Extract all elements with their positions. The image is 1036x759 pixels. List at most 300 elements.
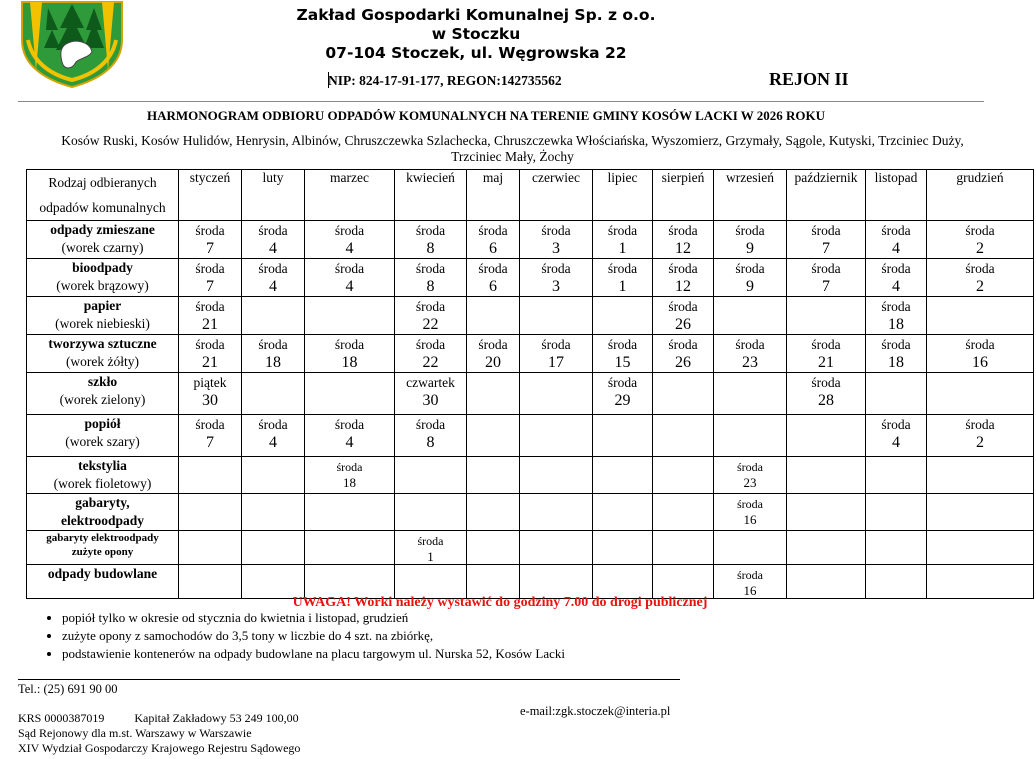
pickup-cell bbox=[395, 415, 467, 457]
pickup-cell bbox=[395, 494, 467, 531]
pickup-weekday: środa bbox=[417, 534, 444, 548]
pickup-cell bbox=[927, 457, 1034, 494]
table-row bbox=[27, 297, 1034, 335]
pickup-cell bbox=[866, 494, 927, 531]
pickup-cell bbox=[714, 494, 787, 531]
pickup-cell bbox=[520, 335, 593, 373]
pickup-weekday: środa bbox=[478, 223, 508, 238]
waste-type-cell bbox=[27, 221, 179, 259]
court-department: XIV Wydział Gospodarczy Krajowego Rejestru Sądowego bbox=[18, 741, 301, 755]
pickup-weekday: środa bbox=[195, 261, 225, 276]
pickup-cell bbox=[395, 565, 467, 599]
pickup-day: 4 bbox=[892, 434, 900, 451]
pickup-cell bbox=[927, 259, 1034, 297]
pickup-day: 7 bbox=[206, 278, 214, 295]
pickup-cell bbox=[179, 531, 242, 565]
pickup-day: 4 bbox=[892, 240, 900, 257]
pickup-day: 8 bbox=[426, 278, 435, 295]
pickup-day: 7 bbox=[206, 240, 214, 257]
note-item: • podstawienie kontenerów na odpady budowlane na placu targowym ul. Nurska 52, Kosów Lacki bbox=[62, 645, 565, 663]
month-header: sierpień bbox=[653, 170, 714, 221]
pickup-weekday: środa bbox=[668, 299, 698, 314]
pickup-weekday: środa bbox=[541, 337, 571, 352]
pickup-cell bbox=[179, 565, 242, 599]
waste-type-header-line2: odpadów komunalnych bbox=[39, 200, 166, 215]
pickup-weekday: środa bbox=[737, 568, 763, 582]
month-header: czerwiec bbox=[520, 170, 593, 221]
pickup-cell bbox=[927, 297, 1034, 335]
pickup-cell bbox=[242, 565, 305, 599]
waste-type-name: tekstylia bbox=[78, 458, 127, 473]
pickup-cell bbox=[927, 494, 1034, 531]
month-header: listopad bbox=[866, 170, 927, 221]
pickup-day: 7 bbox=[822, 278, 830, 295]
pickup-weekday: środa bbox=[881, 337, 911, 352]
pickup-day: 3 bbox=[552, 240, 560, 257]
pickup-day: 1 bbox=[618, 240, 627, 257]
pickup-cell bbox=[520, 457, 593, 494]
pickup-cell bbox=[305, 221, 395, 259]
company-address: 07-104 Stoczek, ul. Węgrowska 22 bbox=[325, 44, 627, 62]
pickup-cell bbox=[467, 415, 520, 457]
waste-type-name: szkło bbox=[87, 374, 118, 389]
pickup-cell bbox=[714, 565, 787, 599]
pickup-weekday: środa bbox=[735, 223, 765, 238]
pickup-cell bbox=[305, 297, 395, 335]
pickup-weekday: piątek bbox=[193, 375, 227, 390]
nip-regon: NIP: 824-17-91-177, REGON:142735562 bbox=[328, 73, 562, 88]
waste-type-name: odpady zmieszane bbox=[50, 222, 155, 237]
month-header: lipiec bbox=[593, 170, 653, 221]
pickup-weekday: środa bbox=[415, 223, 446, 238]
pickup-day: 4 bbox=[345, 240, 354, 257]
pickup-weekday: środa bbox=[334, 261, 365, 276]
waste-type-cell bbox=[27, 531, 179, 565]
pickup-cell bbox=[653, 335, 714, 373]
pickup-weekday: środa bbox=[541, 223, 571, 238]
waste-type-header bbox=[27, 170, 179, 221]
krs-number: KRS 0000387019 bbox=[18, 711, 105, 725]
month-header: maj bbox=[467, 170, 520, 221]
pickup-day: 21 bbox=[818, 354, 834, 371]
pickup-cell bbox=[653, 221, 714, 259]
table-row bbox=[27, 531, 1034, 565]
pickup-weekday: środa bbox=[415, 417, 446, 432]
pickup-cell bbox=[653, 297, 714, 335]
pickup-weekday: środa bbox=[607, 223, 638, 238]
pickup-day: 23 bbox=[743, 475, 757, 490]
pickup-cell bbox=[593, 531, 653, 565]
pickup-cell bbox=[467, 373, 520, 415]
pickup-weekday: środa bbox=[965, 337, 995, 352]
pickup-weekday: środa bbox=[478, 337, 508, 352]
pickup-cell bbox=[866, 531, 927, 565]
pickup-cell bbox=[520, 221, 593, 259]
month-header: marzec bbox=[305, 170, 395, 221]
table-body bbox=[27, 221, 1034, 599]
pickup-cell bbox=[242, 221, 305, 259]
pickup-cell bbox=[866, 373, 927, 415]
waste-type-name: tworzywa sztuczne bbox=[48, 336, 157, 351]
pickup-weekday: środa bbox=[195, 337, 225, 352]
pickup-weekday: środa bbox=[811, 223, 841, 238]
pickup-cell bbox=[787, 457, 866, 494]
waste-type-cell bbox=[27, 494, 179, 531]
pickup-cell bbox=[305, 457, 395, 494]
pickup-cell bbox=[179, 221, 242, 259]
pickup-cell bbox=[395, 457, 467, 494]
pickup-cell bbox=[787, 335, 866, 373]
pickup-cell bbox=[927, 335, 1034, 373]
pickup-day: 2 bbox=[976, 240, 984, 257]
table-row bbox=[27, 457, 1034, 494]
pickup-cell bbox=[927, 531, 1034, 565]
pickup-day: 21 bbox=[202, 354, 218, 371]
table-row bbox=[27, 335, 1034, 373]
footer-registry bbox=[18, 711, 300, 756]
month-header: kwiecień bbox=[395, 170, 467, 221]
pickup-cell bbox=[179, 335, 242, 373]
pickup-day: 4 bbox=[345, 434, 354, 451]
pickup-day: 17 bbox=[548, 354, 564, 371]
pickup-cell bbox=[467, 494, 520, 531]
pickup-cell bbox=[520, 373, 593, 415]
court-name: Sąd Rejonowy dla m.st. Warszawy w Warszawie bbox=[18, 726, 252, 740]
pickup-cell bbox=[787, 531, 866, 565]
pickup-day: 28 bbox=[818, 392, 834, 409]
pickup-cell bbox=[787, 221, 866, 259]
pickup-cell bbox=[179, 415, 242, 457]
pickup-cell bbox=[866, 457, 927, 494]
pickup-cell bbox=[593, 221, 653, 259]
pickup-cell bbox=[653, 565, 714, 599]
pickup-cell bbox=[653, 457, 714, 494]
pickup-weekday: środa bbox=[541, 261, 571, 276]
note-item: • zużyte opony z samochodów do 3,5 tony w liczbie do 4 szt. na zbiórkę, bbox=[62, 627, 565, 645]
pickup-day: 30 bbox=[422, 392, 439, 409]
pickup-cell bbox=[242, 335, 305, 373]
pickup-weekday: środa bbox=[965, 417, 995, 432]
pickup-cell bbox=[866, 259, 927, 297]
table-header-row bbox=[27, 170, 1034, 221]
waste-bag-color: (worek czarny) bbox=[61, 240, 144, 255]
waste-type-cell bbox=[27, 457, 179, 494]
waste-type-name: gabaryty elektroodpady bbox=[46, 532, 159, 544]
pickup-cell bbox=[593, 565, 653, 599]
pickup-weekday: środa bbox=[258, 261, 288, 276]
pickup-cell bbox=[305, 335, 395, 373]
pickup-cell bbox=[714, 297, 787, 335]
pickup-weekday: środa bbox=[811, 337, 841, 352]
pickup-weekday: środa bbox=[735, 261, 765, 276]
pickup-day: 9 bbox=[746, 240, 754, 257]
pickup-day: 29 bbox=[614, 392, 631, 409]
pickup-weekday: środa bbox=[881, 417, 911, 432]
pickup-weekday: środa bbox=[735, 337, 765, 352]
pickup-cell bbox=[520, 297, 593, 335]
pickup-cell bbox=[593, 297, 653, 335]
pickup-cell bbox=[467, 565, 520, 599]
region-label: REJON II bbox=[769, 69, 849, 89]
pickup-day: 9 bbox=[746, 278, 754, 295]
pickup-cell bbox=[714, 415, 787, 457]
pickup-cell bbox=[305, 259, 395, 297]
pickup-day: 1 bbox=[618, 278, 627, 295]
pickup-cell bbox=[242, 415, 305, 457]
pickup-weekday: środa bbox=[881, 223, 911, 238]
pickup-cell bbox=[305, 415, 395, 457]
pickup-cell bbox=[593, 259, 653, 297]
waste-bag-color: zużyte opony bbox=[71, 546, 134, 558]
waste-bag-color: (worek żółty) bbox=[65, 354, 140, 369]
waste-type-cell bbox=[27, 259, 179, 297]
schedule-table bbox=[26, 169, 1034, 599]
pickup-cell bbox=[467, 221, 520, 259]
waste-type-name: gabaryty, bbox=[75, 495, 130, 510]
waste-bag-color: (worek fioletowy) bbox=[53, 476, 152, 491]
pickup-weekday: środa bbox=[607, 261, 638, 276]
note-item: • popiół tylko w okresie od stycznia do kwietnia i listopad, grudzień bbox=[62, 609, 565, 627]
municipality-emblem-logo bbox=[18, 0, 126, 88]
pickup-cell bbox=[714, 335, 787, 373]
pickup-day: 7 bbox=[822, 240, 830, 257]
pickup-cell bbox=[395, 297, 467, 335]
pickup-cell bbox=[467, 531, 520, 565]
pickup-cell bbox=[179, 373, 242, 415]
pickup-cell bbox=[467, 297, 520, 335]
pickup-day: 4 bbox=[269, 240, 277, 257]
pickup-cell bbox=[395, 259, 467, 297]
pickup-day: 15 bbox=[614, 354, 631, 371]
pickup-weekday: środa bbox=[478, 261, 508, 276]
pickup-day: 23 bbox=[742, 354, 758, 371]
pickup-cell bbox=[520, 415, 593, 457]
pickup-cell bbox=[242, 457, 305, 494]
pickup-cell bbox=[179, 457, 242, 494]
waste-type-name: popiół bbox=[84, 416, 121, 431]
pickup-day: 7 bbox=[206, 434, 214, 451]
pickup-cell bbox=[520, 494, 593, 531]
pickup-weekday: środa bbox=[195, 417, 225, 432]
pickup-weekday: środa bbox=[334, 417, 365, 432]
pickup-cell bbox=[787, 297, 866, 335]
table-row bbox=[27, 221, 1034, 259]
pickup-cell bbox=[714, 221, 787, 259]
pickup-cell bbox=[305, 531, 395, 565]
pickup-cell bbox=[927, 415, 1034, 457]
pickup-day: 22 bbox=[422, 354, 439, 371]
pickup-day: 2 bbox=[976, 434, 984, 451]
pickup-cell bbox=[653, 415, 714, 457]
pickup-cell bbox=[593, 415, 653, 457]
month-header: grudzień bbox=[927, 170, 1034, 221]
pickup-day: 18 bbox=[265, 354, 281, 371]
pickup-weekday: środa bbox=[668, 337, 698, 352]
pickup-cell bbox=[714, 531, 787, 565]
company-header bbox=[236, 6, 716, 63]
pickup-day: 20 bbox=[485, 354, 501, 371]
company-city: w Stoczku bbox=[431, 25, 521, 43]
waste-type-cell bbox=[27, 335, 179, 373]
pickup-day: 12 bbox=[675, 278, 691, 295]
pickup-cell bbox=[787, 373, 866, 415]
pickup-weekday: środa bbox=[881, 261, 911, 276]
notes-list bbox=[38, 609, 565, 663]
pickup-weekday: środa bbox=[415, 337, 446, 352]
pickup-cell bbox=[520, 259, 593, 297]
pickup-cell bbox=[305, 494, 395, 531]
share-capital: Kapitał Zakładowy 53 249 100,00 bbox=[134, 711, 299, 725]
waste-bag-color: (worek niebieski) bbox=[55, 316, 150, 331]
pickup-cell bbox=[593, 373, 653, 415]
pickup-day: 16 bbox=[743, 583, 757, 598]
pickup-cell bbox=[467, 259, 520, 297]
pickup-weekday: środa bbox=[258, 417, 288, 432]
pickup-cell bbox=[866, 297, 927, 335]
pickup-day: 18 bbox=[888, 316, 904, 333]
waste-type-cell bbox=[27, 565, 179, 599]
pickup-day: 4 bbox=[269, 434, 277, 451]
pickup-weekday: środa bbox=[336, 460, 363, 474]
pickup-day: 8 bbox=[426, 240, 435, 257]
waste-type-cell bbox=[27, 373, 179, 415]
pickup-cell bbox=[242, 494, 305, 531]
pickup-cell bbox=[395, 335, 467, 373]
pickup-day: 16 bbox=[972, 354, 988, 371]
footer-email: e-mail:zgk.stoczek@interia.pl bbox=[520, 704, 671, 718]
pickup-cell bbox=[787, 565, 866, 599]
waste-bag-color: elektroodpady bbox=[60, 513, 144, 528]
pickup-cell bbox=[467, 457, 520, 494]
pickup-cell bbox=[653, 531, 714, 565]
waste-type-header-line1: Rodzaj odbieranych bbox=[48, 175, 157, 190]
waste-type-cell bbox=[27, 415, 179, 457]
pickup-day: 22 bbox=[422, 316, 439, 333]
document-title: HARMONOGRAM ODBIORU ODPADÓW KOMUNALNYCH NA TERENIE GMINY KOSÓW LACKI W 2026 ROKU bbox=[146, 108, 826, 123]
pickup-cell bbox=[653, 494, 714, 531]
table-row bbox=[27, 565, 1034, 599]
pickup-cell bbox=[787, 494, 866, 531]
pickup-cell bbox=[927, 221, 1034, 259]
footer-phone: Tel.: (25) 691 90 00 bbox=[18, 682, 118, 696]
pickup-cell bbox=[927, 565, 1034, 599]
waste-bag-color: (worek zielony) bbox=[59, 392, 146, 407]
month-header: październik bbox=[787, 170, 866, 221]
warning-notice: UWAGA! Worki należy wystawić do godziny 7.00 do drogi publicznej bbox=[292, 595, 708, 610]
pickup-cell bbox=[787, 259, 866, 297]
pickup-day: 4 bbox=[269, 278, 277, 295]
waste-type-name: odpady budowlane bbox=[47, 566, 158, 581]
pickup-day: 6 bbox=[489, 240, 497, 257]
pickup-cell bbox=[179, 494, 242, 531]
pickup-cell bbox=[866, 565, 927, 599]
pickup-day: 26 bbox=[675, 316, 691, 333]
pickup-weekday: środa bbox=[668, 223, 698, 238]
pickup-cell bbox=[593, 457, 653, 494]
pickup-cell bbox=[305, 565, 395, 599]
pickup-cell bbox=[467, 335, 520, 373]
pickup-cell bbox=[242, 373, 305, 415]
pickup-day: 4 bbox=[345, 278, 354, 295]
header-divider bbox=[18, 101, 984, 102]
pickup-weekday: środa bbox=[415, 299, 446, 314]
pickup-cell bbox=[653, 259, 714, 297]
pickup-cell bbox=[395, 531, 467, 565]
table-row bbox=[27, 373, 1034, 415]
pickup-cell bbox=[866, 335, 927, 373]
month-header: luty bbox=[242, 170, 305, 221]
pickup-weekday: środa bbox=[258, 337, 288, 352]
pickup-day: 8 bbox=[426, 434, 435, 451]
pickup-day: 12 bbox=[675, 240, 691, 257]
month-header: wrzesień bbox=[714, 170, 787, 221]
pickup-day: 18 bbox=[341, 354, 358, 371]
table-row bbox=[27, 494, 1034, 531]
pickup-cell bbox=[242, 297, 305, 335]
waste-type-name: bioodpady bbox=[72, 260, 133, 275]
pickup-weekday: środa bbox=[965, 261, 995, 276]
company-name: Zakład Gospodarki Komunalnej Sp. z o.o. bbox=[296, 6, 656, 24]
pickup-weekday: środa bbox=[334, 223, 365, 238]
pickup-cell bbox=[866, 415, 927, 457]
pickup-weekday: środa bbox=[415, 261, 446, 276]
waste-bag-color: (worek brązowy) bbox=[56, 278, 149, 293]
pickup-cell bbox=[242, 259, 305, 297]
pickup-cell bbox=[395, 373, 467, 415]
pickup-cell bbox=[787, 415, 866, 457]
pickup-cell bbox=[520, 565, 593, 599]
pickup-weekday: środa bbox=[737, 460, 763, 474]
pickup-cell bbox=[520, 531, 593, 565]
table-row bbox=[27, 415, 1034, 457]
pickup-cell bbox=[179, 297, 242, 335]
pickup-day: 2 bbox=[976, 278, 984, 295]
pickup-weekday: środa bbox=[668, 261, 698, 276]
pickup-weekday: środa bbox=[965, 223, 995, 238]
pickup-cell bbox=[927, 373, 1034, 415]
villages-list: Kosów Ruski, Kosów Hulidów, Henrysin, Albinów, Chruszczewka Szlachecka, Chruszczewka Włościańska, Wyszomierz, Grzymały, Sągole, Kutyski, Trzciniec Duży, Trzciniec Mały, Żochy bbox=[61, 133, 964, 164]
pickup-cell bbox=[866, 221, 927, 259]
pickup-weekday: środa bbox=[334, 337, 365, 352]
pickup-weekday: środa bbox=[881, 299, 911, 314]
pickup-weekday: środa bbox=[258, 223, 288, 238]
pickup-weekday: środa bbox=[737, 497, 763, 511]
pickup-day: 30 bbox=[202, 392, 218, 409]
pickup-cell bbox=[179, 259, 242, 297]
month-header: styczeń bbox=[179, 170, 242, 221]
pickup-cell bbox=[714, 259, 787, 297]
pickup-day: 18 bbox=[343, 475, 356, 490]
pickup-day: 3 bbox=[552, 278, 560, 295]
pickup-cell bbox=[593, 335, 653, 373]
pickup-weekday: środa bbox=[607, 337, 638, 352]
pickup-cell bbox=[714, 457, 787, 494]
pickup-cell bbox=[714, 373, 787, 415]
pickup-day: 6 bbox=[489, 278, 497, 295]
pickup-cell bbox=[242, 531, 305, 565]
pickup-weekday: środa bbox=[607, 375, 638, 390]
pickup-day: 26 bbox=[675, 354, 691, 371]
pickup-day: 18 bbox=[888, 354, 904, 371]
table-row bbox=[27, 259, 1034, 297]
footer-divider bbox=[18, 679, 680, 680]
pickup-day: 1 bbox=[427, 549, 434, 564]
pickup-day: 21 bbox=[202, 316, 218, 333]
pickup-weekday: czwartek bbox=[406, 375, 455, 390]
pickup-weekday: środa bbox=[195, 223, 225, 238]
pickup-cell bbox=[593, 494, 653, 531]
pickup-cell bbox=[305, 373, 395, 415]
